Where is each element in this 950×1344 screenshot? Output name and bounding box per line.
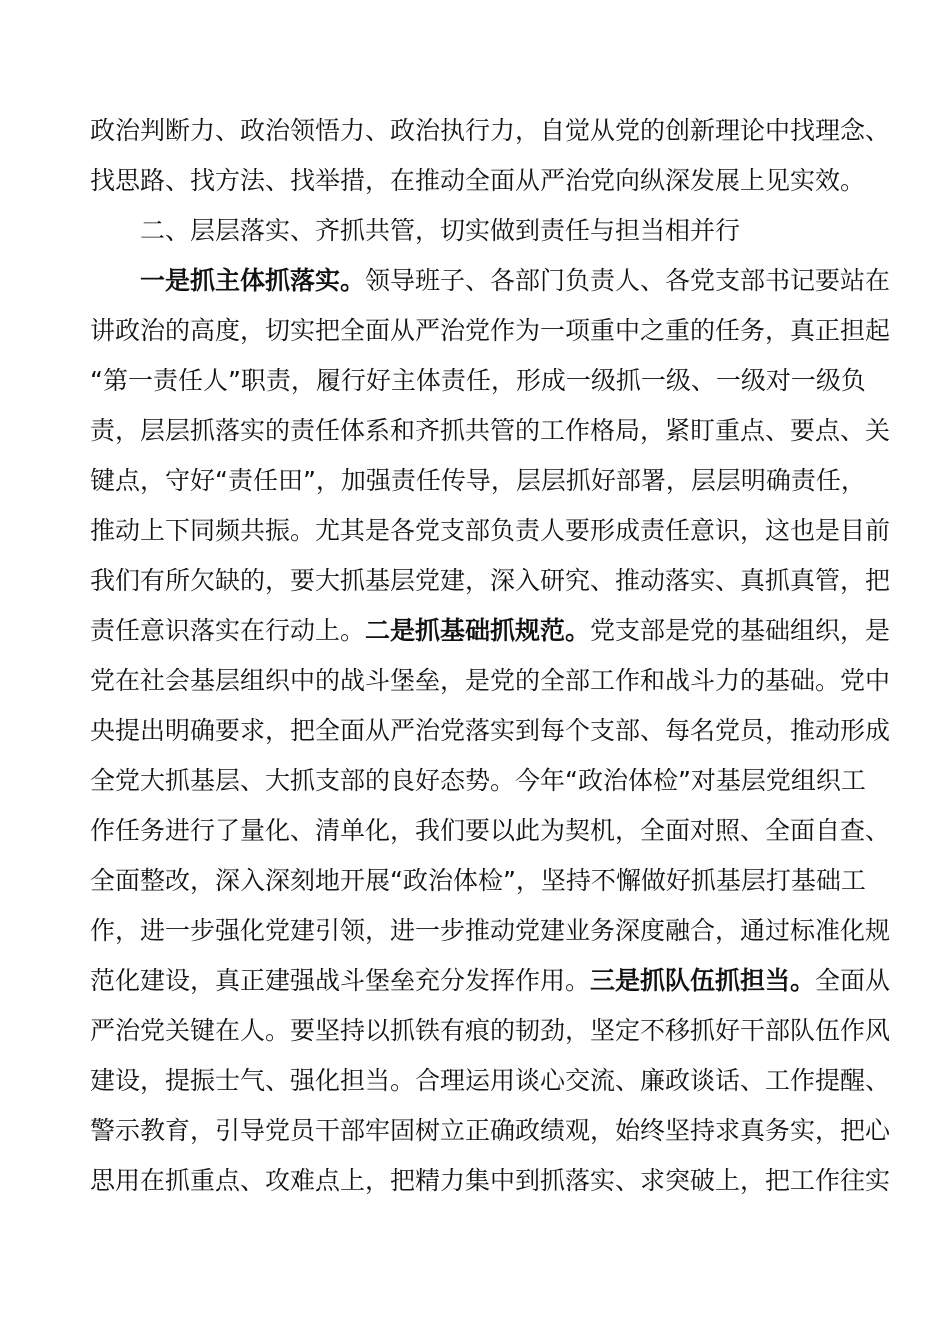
body-line: 键点，守好“责任田”，加强责任传导，层层抓好部署，层层明确责任， [90, 466, 866, 495]
body-line: 建设，提振士气、强化担当。合理运用谈心交流、廉政谈话、工作提醒、 [90, 1066, 891, 1095]
point-heading-3: 三是抓队伍抓担当。 [590, 966, 816, 995]
section-heading: 二、层层落实、齐抓共管，切实做到责任与担当相并行 [140, 216, 741, 245]
body-text: 全面从 [815, 966, 891, 995]
body-text: 领导班子、各部门负责人、各党支部书记要站在 [365, 266, 891, 295]
body-line: 责，层层抓落实的责任体系和齐抓共管的工作格局，紧盯重点、要点、关 [90, 416, 891, 445]
body-line [90, 606, 891, 656]
body-line: 党在社会基层组织中的战斗堡垒，是党的全部工作和战斗力的基础。党中 [90, 666, 891, 695]
point-heading-2: 二是抓基础抓规范。 [365, 616, 591, 645]
body-line: 讲政治的高度，切实把全面从严治党作为一项重中之重的任务，真正担起 [90, 316, 891, 345]
body-line: 警示教育，引导党员干部牢固树立正确政绩观，始终坚持求真务实，把心 [90, 1116, 891, 1145]
body-text: 范化建设，真正建强战斗堡垒充分发挥作用。 [90, 966, 591, 995]
body-text: 责任意识落实在行动上。 [90, 616, 366, 645]
body-line: 央提出明确要求，把全面从严治党落实到每个支部、每名党员，推动形成 [90, 716, 891, 745]
body-line: 推动上下同频共振。尤其是各党支部负责人要形成责任意识，这也是目前 [90, 516, 891, 545]
body-line: 全党大抓基层、大抓支部的良好态势。今年“政治体检”对基层党组织工 [90, 766, 866, 795]
body-line: 作任务进行了量化、清单化，我们要以此为契机，全面对照、全面自查、 [90, 816, 891, 845]
body-line: “第一责任人”职责，履行好主体责任，形成一级抓一级、一级对一级负 [90, 366, 866, 395]
body-line [90, 956, 891, 1006]
body-line: 作，进一步强化党建引领，进一步推动党建业务深度融合，通过标准化规 [90, 916, 891, 945]
body-line: 找思路、找方法、找举措，在推动全面从严治党向纵深发展上见实效。 [90, 166, 866, 195]
body-line: 思用在抓重点、攻难点上，把精力集中到抓落实、求突破上，把工作往实 [90, 1166, 891, 1195]
body-line [90, 256, 891, 306]
point-heading-1: 一是抓主体抓落实。 [140, 266, 366, 295]
document-body [90, 106, 891, 1206]
body-text: 党支部是党的基础组织，是 [590, 616, 891, 645]
body-line: 严治党关键在人。要坚持以抓铁有痕的韧劲，坚定不移抓好干部队伍作风 [90, 1016, 891, 1045]
body-line: 政治判断力、政治领悟力、政治执行力，自觉从党的创新理论中找理念、 [90, 116, 891, 145]
body-line: 我们有所欠缺的，要大抓基层党建，深入研究、推动落实、真抓真管，把 [90, 566, 891, 595]
body-line: 全面整改，深入深刻地开展“政治体检”，坚持不懈做好抓基层打基础工 [90, 866, 866, 895]
